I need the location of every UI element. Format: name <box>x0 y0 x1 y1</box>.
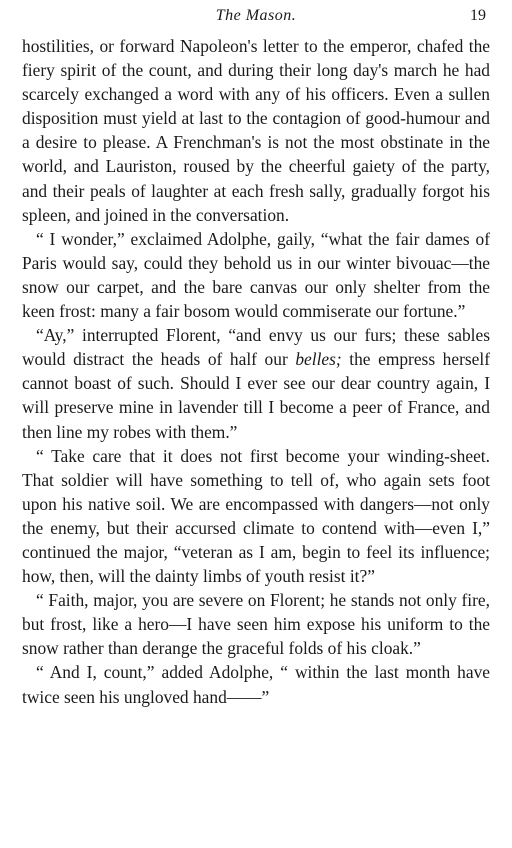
paragraph-text: the empress herself cannot boast of such. Should I ever see our dear country again, I will preserve mine in lavender till I become a peer of France, and then line my robes with them.” <box>22 349 490 442</box>
paragraph-text: “ Take care that it does not first become your winding-sheet. That soldier will have something to tell of, who again sets foot upon his native soil. We are encompassed with dangers—not only the enemy, but their accursed climate to contend with—even I,” continued the major, “veteran as I am, begin to feel its influence; how, then, will the dainty limbs of youth resist it?” <box>22 445 490 587</box>
paragraph <box>22 323 490 443</box>
running-title: The Mason. <box>215 7 297 24</box>
page-number: 19 <box>470 7 486 24</box>
paragraph <box>22 444 490 589</box>
paragraph-text: “Ay,” interrupted Florent, “and envy us our furs; these sables would distract the heads of half our <box>22 325 490 370</box>
book-page <box>22 6 490 709</box>
paragraph <box>22 588 490 660</box>
paragraph-text: “ I wonder,” exclaimed Adolphe, gaily, “what the fair dames of Paris would say, could they behold us in our winter bivouac—the snow our carpet, and the bare canvas our only shelter from the keen frost: many a fair bosom would commiserate our fortune.” <box>22 228 490 322</box>
paragraph <box>22 660 490 708</box>
body-text <box>22 34 490 709</box>
page-header <box>22 6 490 34</box>
paragraph-text: “ And I, count,” added Adolphe, “ within the last month have twice seen his ungloved hand——” <box>22 662 490 707</box>
paragraph <box>22 34 490 227</box>
italic-word: belles; <box>295 349 342 370</box>
paragraph-text: hostilities, or forward Napoleon's letter to the emperor, chafed the fiery spirit of the count, and during their long day's march he had scarcely exchanged a word with any of his officers. Even a sullen disposition must yield at last to the contagion of good-humour and a desire to please. A Frenchman's is not the most obstinate in the world, and Lauriston, roused by the cheerful gaiety of the party, and their peals of laughter at each fresh sally, gradually forgot his spleen, and joined in the conversation. <box>22 36 490 225</box>
paragraph-text: “ Faith, major, you are severe on Florent; he stands not only fire, but frost, like a hero—I have seen him expose his uniform to the snow rather than derange the graceful folds of his cloak.” <box>22 590 490 659</box>
paragraph <box>22 227 490 323</box>
